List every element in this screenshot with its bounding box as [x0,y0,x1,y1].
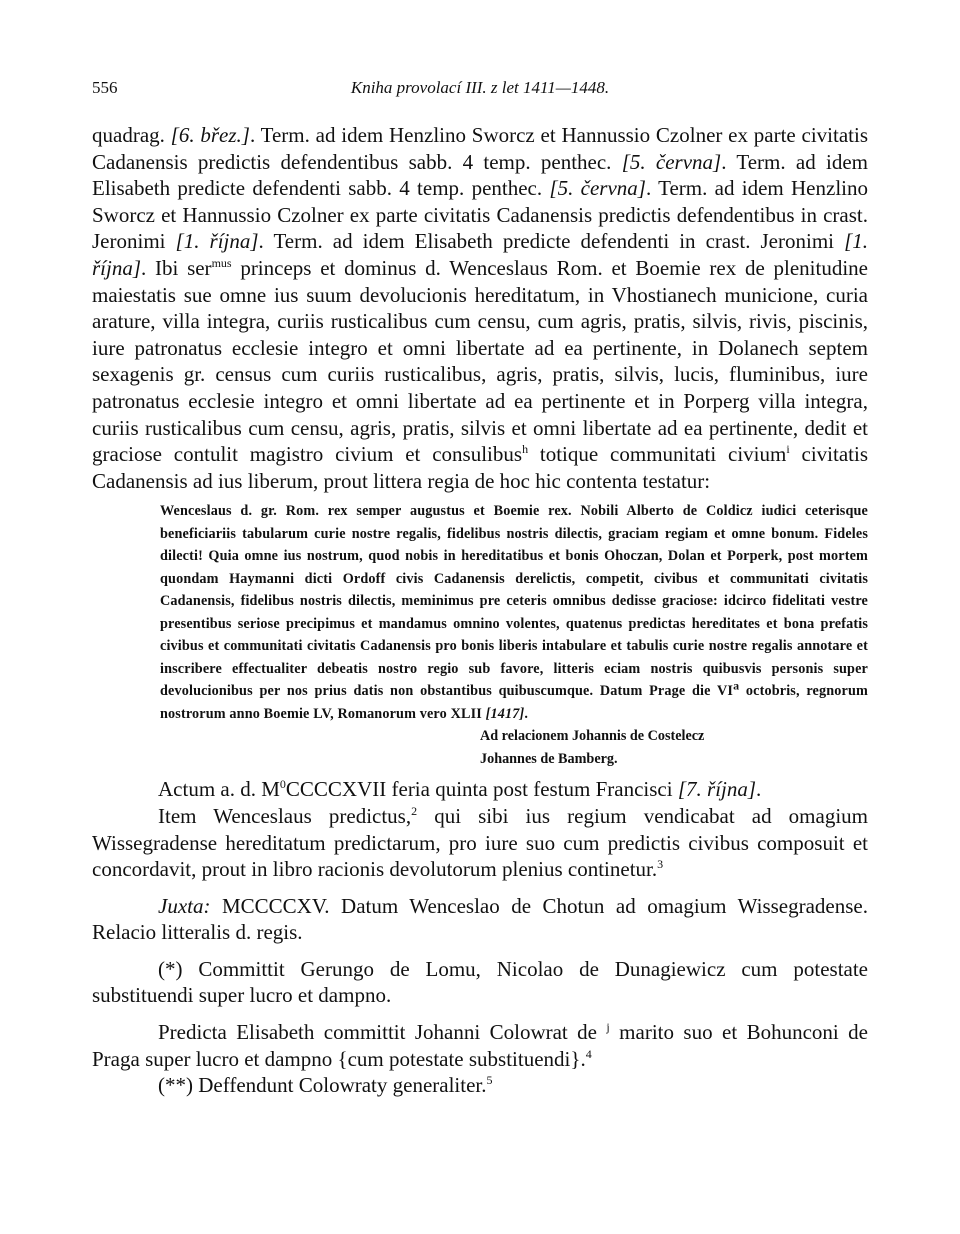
paragraph-juxta [92,893,868,946]
main-paragraph [92,122,868,494]
paragraph-actum [92,776,868,803]
text-run: Predicta Elisabeth committit Johanni Colowrat de [158,1020,607,1045]
subsequent-text [92,776,868,1099]
footnote-marker: i [786,442,790,457]
page-header [92,78,868,104]
text-run: MCCCCXV. Datum Wenceslao de Chotun ad omagium Wissegradense. Relacio litteralis d. regis. [92,893,868,945]
signature-line: Johannes de Bamberg. [480,750,618,767]
juxta-label: Juxta: [158,893,211,918]
text-run: octobris, regnorum nostrorum anno Boemie LV, Romanorum vero XLII [160,683,868,722]
text-run: . [756,777,762,802]
text-run: . Term. ad idem Elisabeth predicte defendenti in crast. Jeronimi [258,229,845,254]
text-run: (**) Deffendunt Colowraty generaliter. [158,1073,487,1098]
page-number: 556 [92,78,118,97]
charter-signature [480,725,868,770]
footnote-marker: j [606,1020,610,1035]
document-page [92,78,868,1099]
editorial-date: [1. října] [175,229,259,254]
text-run: Wenceslaus d. gr. Rom. rex semper augustus et Boemie rex. Nobili Alberto de Coldicz iudici ceterisque beneficiariis tabularum curie nostre regalis, fidelibus nostris dilectis, graciam regiam et omne bonum. Fideles dilecti! Quia omne ius nostrum, quod nobis in hereditatibus et bonis Ohoczan, Dolan et Porperk, post mortem quondam Haymanni dicti Ordoff civis Cadanensis derelictis, competit, civibus et communitati civitatis Cadanensis, fidelibus nostris dilectis, meminimus pre ceteris omnibus dedisse graciose: idcirco fidelitati vestre presentibus seriose precipimus et mandamus omnino volentes, quatenus predictas hereditates et bona prefatis civibus et communitati civitatis Cadanensis pro bonis liberis intabulare et tabulis curie nostre regalis annotare et inscribere effectualiter debeatis nostro regio sub favore, litteris eciam nostris quibusvis personis super devolucionibus per nos prius datis non obstantibus quibuscumque. Datum Prage die VI [160,503,868,700]
editorial-date: [1. října] [92,229,868,280]
text-run: . Term. ad idem Henzlino Sworcz et Hannussio Czolner ex parte civitatis Cadanensis predictis defendentibus sabb. 4 temp. penthec. [92,123,868,174]
royal-charter-insert [160,500,868,725]
text-run: . Term. ad idem Henzlino Sworcz et Hannussio Czolner ex parte civitatis Cadanensis predictis defendentibus in crast. Jeronimi [92,176,868,254]
paragraph-deffendunt [92,1072,868,1099]
text-run: Actum a. d. M [158,777,280,802]
text-run: . Term. ad idem Elisabeth predicte defendenti sabb. 4 temp. penthec. [92,149,868,201]
footnote-marker: 3 [657,857,664,872]
text-run: . Ibi ser [141,255,212,280]
text-run: Item Wenceslaus predictus, [158,803,412,828]
editorial-date: [5. června] [621,149,722,174]
superscript: mus [211,255,232,270]
footnote-marker: 2 [411,803,418,818]
text-run: quadrag. [92,123,171,147]
paragraph-predicta [92,1019,868,1072]
footnote-marker: h [522,442,529,457]
editorial-date: [5. června] [549,176,646,201]
text-run: princeps et dominus d. Wenceslaus Rom. et Boemie rex de plenitudine maiestatis sue omne ius suum devolucionis hereditatum, in Vhostianech municione, curia arature, villa integra, curiis rusticalibus cum censu, cum agris, pratis, silvis, rivis, piscinis, iure patronatus ecclesie integro et omni libertate ad ea pertinente, in Dolanech septem sexagenis gr. census cum curiis rusticalibus, agris, pratis, silvis, lucis, fluminibus, iure patronatus ecclesie integro et omni libertate ad ea pertinente et in Porperg villa integra, curiis rusticalibus cum censu, agris, pratis, silvis et omni libertate ad ea pertinente, dedit et graciose contulit magistro civium et consulibus [92,255,868,467]
main-text [92,122,868,494]
paragraph-committit [92,956,868,1009]
charter-text [160,500,868,725]
superscript: 0 [279,777,286,792]
editorial-date: [6. břez.] [170,123,250,147]
text-run: marito suo et Bohunconi de Praga super lucro et dampno {cum potestate substituendi}. [92,1020,868,1071]
signature-line: Ad relacionem Johannis de Costelecz [480,728,705,745]
editorial-date: [7. října] [677,777,757,802]
text-run: . [524,705,529,722]
text-run: totique communitati civium [528,442,787,467]
superscript: a [733,678,740,693]
footnote-marker: 5 [486,1073,493,1088]
text-run: civitatis Cadanensis ad ius liberum, prout littera regia de hoc hic contenta testatur: [92,442,868,493]
text-run: (*) Committit Gerungo de Lomu, Nicolao de Dunagiewicz cum potestate substituendi super lucro et dampno. [92,956,868,1008]
paragraph-item [92,803,868,883]
footnote-marker: 4 [585,1046,592,1061]
running-title: Kniha provolací III. z let 1411—1448. [350,78,610,97]
text-run: CCCCXVII feria quinta post festum Francisci [285,777,678,802]
editorial-year: [1417] [485,705,525,722]
text-run: qui sibi ius regium vendicabat ad omagium Wissegradense hereditatum predictarum, pro iure suo cum predictis civibus composuit et concordavit, prout in libro racionis devolutorum plenius continetur. [92,803,868,882]
